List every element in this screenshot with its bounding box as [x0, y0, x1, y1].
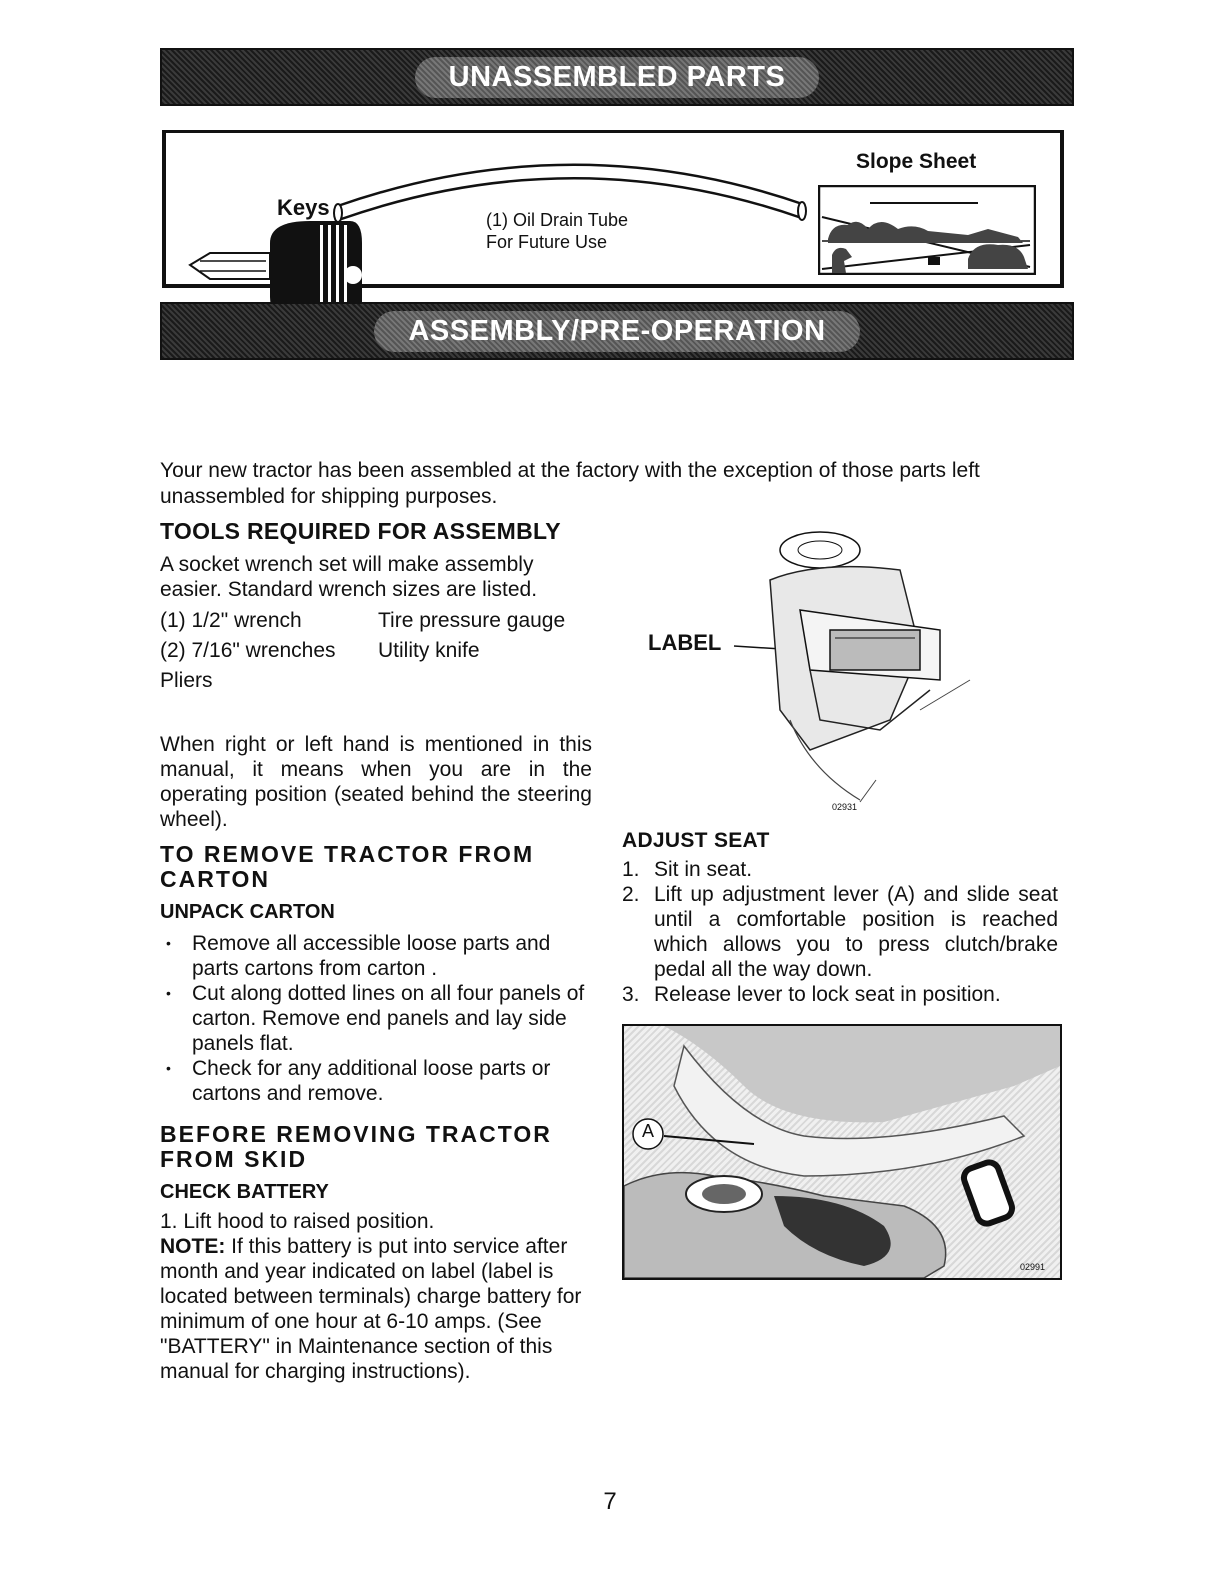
- tube-caption-1: (1) Oil Drain Tube: [486, 210, 629, 230]
- tools-row: [160, 668, 592, 698]
- seat-figure: [622, 1024, 1062, 1280]
- unpack-bullet: • Check for any additional loose parts or cartons and remove.: [160, 1056, 592, 1106]
- assembly-banner: [160, 302, 1074, 360]
- note-text: If this battery is put into service after month and year indicated on label (label is located between terminals) charge battery for minimum of one hour at 6-10 amps. (See "BATTERY" in Maintenance section of this manual for charging instructions).: [160, 1235, 582, 1383]
- banner-title: ASSEMBLY/PRE-OPERATION: [374, 311, 859, 352]
- keys-label: Keys: [277, 195, 330, 220]
- tool-item: (2) 7/16" wrenches: [160, 639, 336, 662]
- step-text: Lift up adjustment lever (A) and slide seat until a comfortable position is reached which allows you to press clutch/brake pedal all the way down.: [654, 883, 1058, 981]
- tool-item: Pliers: [160, 669, 213, 692]
- battery-note: [160, 1234, 592, 1384]
- tools-table: [160, 608, 592, 698]
- step-number: 2.: [622, 883, 640, 906]
- note-label: NOTE:: [160, 1235, 226, 1258]
- tools-row: [160, 608, 592, 638]
- unpack-bullet: • Remove all accessible loose parts and parts cartons from carton .: [160, 931, 592, 981]
- tools-row: [160, 638, 592, 668]
- battery-illustration: [640, 520, 980, 820]
- check-battery-subheading: CHECK BATTERY: [160, 1181, 329, 1203]
- label-callout: LABEL: [648, 630, 722, 655]
- remove-heading: TO REMOVE TRACTOR FROM CARTON: [160, 841, 535, 892]
- hand-note: When right or left hand is mentioned in this manual, it means when you are in the operating position (seated behind the steering wheel).: [160, 733, 592, 831]
- figure-code: 02931: [832, 802, 858, 812]
- step-number: 1.: [622, 858, 640, 881]
- unassembled-parts-banner: [160, 48, 1074, 106]
- seat-illustration: [624, 1026, 1060, 1278]
- tool-item: (1) 1/2" wrench: [160, 609, 302, 632]
- unpack-subheading: UNPACK CARTON: [160, 901, 335, 923]
- battery-step-1: 1. Lift hood to raised position.: [160, 1210, 435, 1233]
- intro-paragraph: Your new tractor has been assembled at the factory with the exception of those parts left unassembled for shipping purposes.: [160, 459, 980, 508]
- step-text: Sit in seat.: [654, 858, 753, 881]
- battery-figure: [640, 520, 980, 820]
- figure-code: 02991: [1020, 1262, 1046, 1272]
- step-number: 3.: [622, 983, 640, 1006]
- seat-step: [622, 982, 1058, 1007]
- skid-heading: BEFORE REMOVING TRACTOR FROM SKID: [160, 1121, 552, 1172]
- unpack-list: [160, 931, 592, 1106]
- slope-sheet-label: Slope Sheet: [856, 150, 977, 173]
- tools-heading: TOOLS REQUIRED FOR ASSEMBLY: [160, 518, 561, 544]
- seat-step: [622, 882, 1058, 982]
- unassembled-parts-box: [162, 130, 1064, 288]
- tools-text: A socket wrench set will make assembly easier. Standard wrench sizes are listed.: [160, 553, 538, 601]
- step-text: Release lever to lock seat in position.: [654, 983, 1001, 1006]
- banner-title: UNASSEMBLED PARTS: [415, 57, 820, 98]
- tube-caption-2: For Future Use: [486, 232, 608, 252]
- left-column: [160, 519, 592, 1384]
- tool-item: Tire pressure gauge: [378, 609, 566, 632]
- unpack-bullet: • Cut along dotted lines on all four panels of carton. Remove end panels and lay side panels flat.: [160, 981, 592, 1056]
- tool-item: Utility knife: [378, 639, 480, 662]
- page-number: 7: [603, 1488, 617, 1515]
- seat-steps: [622, 857, 1058, 1007]
- callout-a: A: [641, 1121, 654, 1141]
- slope-sheet-icon: [818, 185, 1036, 275]
- seat-step: [622, 857, 1058, 882]
- right-column: [622, 828, 1058, 1007]
- adjust-seat-heading: ADJUST SEAT: [622, 829, 770, 852]
